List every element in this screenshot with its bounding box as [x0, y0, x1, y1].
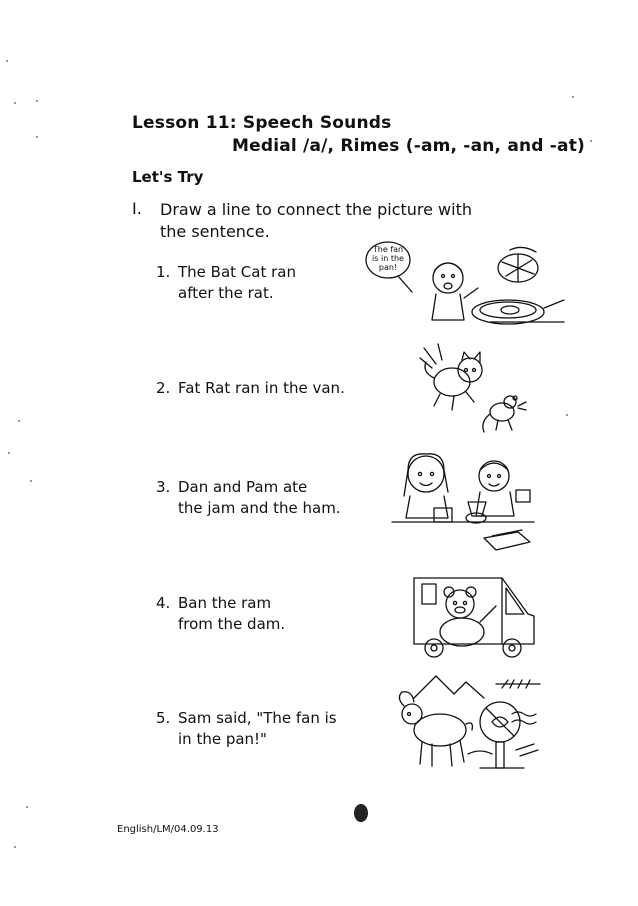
scan-speck — [566, 414, 568, 416]
item-3 — [156, 477, 396, 523]
item-5 — [156, 708, 386, 754]
scan-speck — [6, 60, 8, 62]
item-number: 3. — [156, 478, 171, 496]
bubble-line-1: The fan — [372, 245, 404, 254]
instruction-line-2: the sentence. — [160, 222, 270, 241]
item-text-line-1: Ban the ram — [178, 594, 272, 612]
cat-chasing-rat-illustration — [418, 340, 528, 440]
children-eating-illustration — [388, 446, 538, 554]
instruction-line-1: Draw a line to connect the picture with — [160, 200, 472, 219]
item-number: 5. — [156, 709, 171, 727]
footer-code: English/LM/04.09.13 — [117, 824, 219, 835]
item-2 — [156, 378, 396, 402]
item-text-line-1: Fat Rat ran in the van. — [178, 379, 345, 397]
item-text-line-2: after the rat. — [178, 284, 274, 302]
page-number-blot — [354, 804, 368, 822]
scan-speck — [14, 102, 16, 104]
scan-speck — [30, 480, 32, 482]
instruction — [160, 199, 500, 243]
ram-no-sign-illustration — [384, 668, 544, 778]
scan-speck — [18, 420, 20, 422]
scan-speck — [14, 846, 16, 848]
scan-speck — [36, 100, 38, 102]
bubble-line-3: pan! — [378, 263, 398, 272]
scan-speck — [590, 140, 592, 142]
section-heading: Let's Try — [132, 168, 204, 186]
scan-speck — [8, 452, 10, 454]
lesson-subtitle: Medial /a/, Rimes (-am, -an, and -at) — [232, 136, 586, 156]
item-number: 1. — [156, 263, 171, 281]
scan-speck — [26, 806, 28, 808]
bubble-line-2: is in the — [372, 254, 404, 263]
item-text-line-2: from the dam. — [178, 615, 286, 633]
item-number: 2. — [156, 379, 171, 397]
item-4 — [156, 593, 376, 639]
bear-in-van-illustration — [410, 570, 540, 660]
scan-speck — [36, 136, 38, 138]
item-number: 4. — [156, 594, 171, 612]
lesson-title: Lesson 11: Speech Sounds — [132, 113, 392, 133]
boy-fan-pan-illustration — [360, 240, 565, 332]
scan-speck — [572, 96, 574, 98]
item-text-line-1: Sam said, "The fan is — [178, 709, 337, 727]
item-text-line-1: The Bat Cat ran — [178, 263, 296, 281]
item-text-line-1: Dan and Pam ate — [178, 478, 308, 496]
roman-numeral: I. — [132, 199, 142, 218]
item-text-line-2: in the pan!" — [178, 730, 267, 748]
item-text-line-2: the jam and the ham. — [178, 499, 341, 517]
item-1 — [156, 262, 376, 308]
